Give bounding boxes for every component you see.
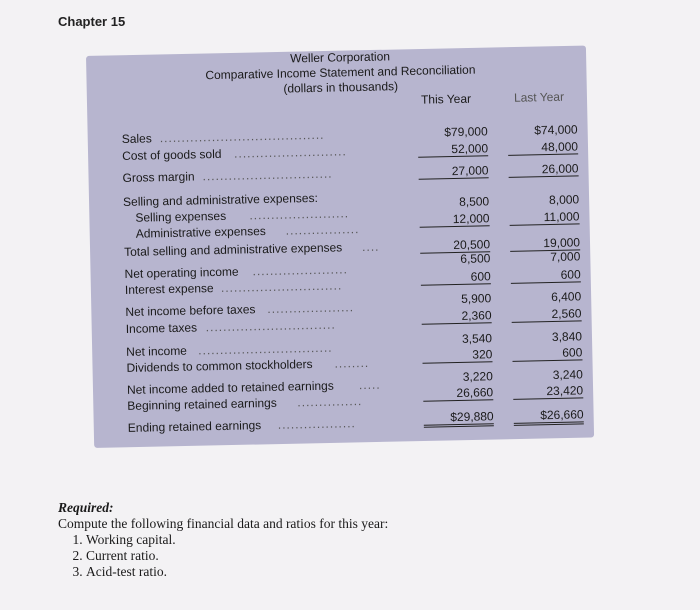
leader-dots: .............................. bbox=[205, 317, 336, 335]
statement-header bbox=[190, 47, 491, 98]
value-last-year: $74,000 bbox=[534, 122, 578, 138]
leader-dots: ................. bbox=[285, 222, 360, 238]
column-header-last-year: Last Year bbox=[513, 89, 565, 105]
value-last-year: 11,000 bbox=[509, 209, 579, 225]
row-label: Income taxes bbox=[125, 320, 198, 336]
row-label: Net income bbox=[126, 343, 188, 359]
leader-dots: .................... bbox=[267, 300, 355, 316]
value-last-year: 3,240 bbox=[552, 367, 583, 383]
required-section bbox=[58, 500, 388, 580]
value-this-year: 20,500 bbox=[420, 237, 490, 253]
value-last-year: 3,840 bbox=[551, 329, 583, 345]
value-this-year: 320 bbox=[422, 347, 492, 363]
row-label: Ending retained earnings bbox=[127, 418, 262, 435]
required-list bbox=[58, 532, 388, 580]
row-label: Sales bbox=[121, 131, 152, 146]
value-last-year: 2,560 bbox=[511, 306, 581, 322]
value-last-year: 23,420 bbox=[513, 383, 583, 399]
row-label: Beginning retained earnings bbox=[127, 395, 277, 413]
required-item-current-ratio: 2. Current ratio. bbox=[86, 548, 388, 564]
leader-dots: ...................... bbox=[252, 262, 349, 279]
leader-dots: ........ bbox=[334, 355, 370, 371]
value-last-year: 48,000 bbox=[508, 139, 578, 155]
statement-row-gross-margin bbox=[122, 161, 592, 187]
leader-dots: ............................... bbox=[198, 340, 333, 358]
value-last-year: 6,400 bbox=[550, 289, 582, 305]
units-note: (dollars in thousands) bbox=[283, 79, 399, 96]
value-this-year: $79,000 bbox=[444, 124, 488, 140]
leader-dots: ...................................... bbox=[159, 127, 325, 146]
value-this-year: 5,900 bbox=[461, 291, 492, 306]
statement-title: Comparative Income Statement and Reconciliation bbox=[205, 62, 476, 83]
row-label: Selling and administrative expenses: bbox=[122, 190, 318, 209]
value-last-year: 600 bbox=[511, 267, 581, 283]
row-label: Net operating income bbox=[124, 264, 239, 281]
row-label: Dividends to common stockholders bbox=[126, 357, 313, 375]
company-name: Weller Corporation bbox=[290, 49, 391, 66]
row-label: Net income before taxes bbox=[125, 302, 256, 319]
income-statement bbox=[120, 45, 598, 445]
value-this-year: $29,880 bbox=[424, 409, 494, 427]
required-intro: Compute the following financial data and ratios for this year: bbox=[58, 516, 389, 531]
row-label: Cost of goods sold bbox=[121, 146, 222, 163]
statement-row-ending-retained-earnings bbox=[127, 407, 598, 437]
leader-dots: ............... bbox=[297, 394, 363, 410]
chapter-heading: Chapter 15 bbox=[58, 14, 126, 29]
value-this-year: 2,360 bbox=[421, 308, 491, 324]
leader-dots: ..... bbox=[358, 377, 381, 393]
row-label: Net income added to retained earnings bbox=[126, 378, 334, 397]
required-title: Required: bbox=[58, 500, 114, 515]
value-this-year: 8,500 bbox=[458, 194, 490, 209]
value-this-year: 3,220 bbox=[462, 369, 493, 384]
leader-dots: ....................... bbox=[249, 206, 350, 223]
value-last-year: 600 bbox=[512, 345, 582, 361]
row-label: Total selling and administrative expenses bbox=[123, 240, 343, 259]
value-this-year: 6,500 bbox=[460, 251, 491, 266]
column-header-this-year: This Year bbox=[420, 91, 472, 107]
row-label: Administrative expenses bbox=[135, 223, 266, 241]
value-last-year: 26,000 bbox=[508, 161, 578, 177]
value-last-year: 19,000 bbox=[510, 235, 580, 251]
leader-dots: .... bbox=[361, 239, 380, 254]
value-this-year: 600 bbox=[421, 269, 491, 285]
required-item-acid-test-ratio: 3. Acid-test ratio. bbox=[86, 564, 388, 580]
value-this-year: 26,660 bbox=[423, 385, 493, 401]
value-this-year: 52,000 bbox=[418, 141, 488, 157]
leader-dots: ............................ bbox=[220, 278, 343, 295]
leader-dots: .............................. bbox=[202, 166, 333, 184]
leader-dots: .................. bbox=[277, 416, 356, 432]
row-label: Selling expenses bbox=[135, 208, 227, 225]
value-last-year: 8,000 bbox=[548, 192, 580, 208]
value-last-year: 7,000 bbox=[550, 249, 581, 265]
required-item-working-capital: 1. Working capital. bbox=[86, 532, 388, 548]
value-this-year: 3,540 bbox=[461, 331, 493, 346]
row-label: Gross margin bbox=[122, 169, 195, 185]
value-last-year: $26,660 bbox=[513, 407, 583, 425]
value-this-year: 27,000 bbox=[418, 163, 488, 179]
value-this-year: 12,000 bbox=[419, 211, 489, 227]
leader-dots: .......................... bbox=[233, 144, 347, 161]
row-label: Interest expense bbox=[124, 281, 214, 297]
